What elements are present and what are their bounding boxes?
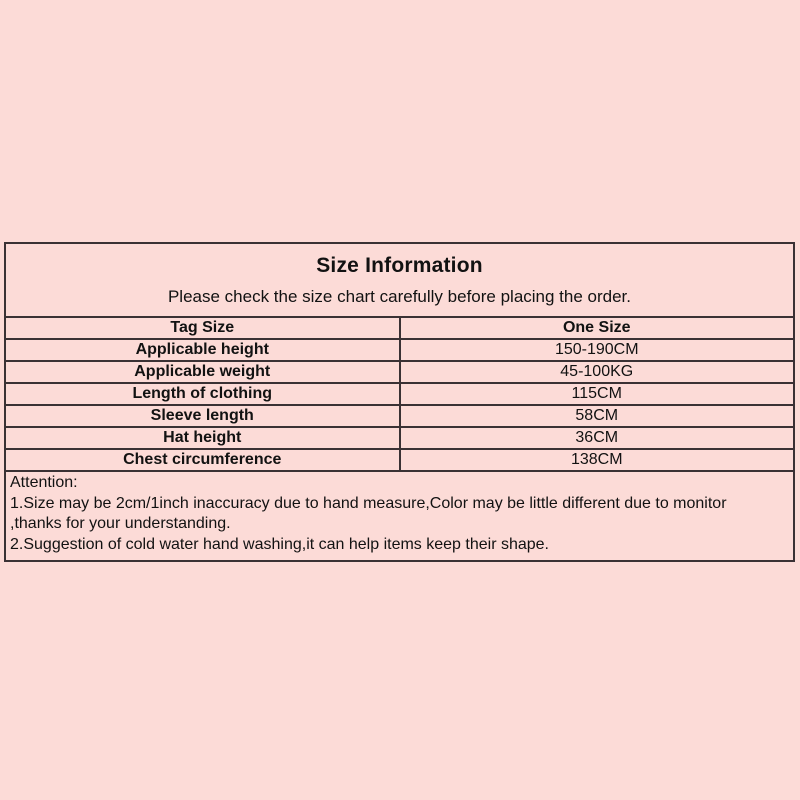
row-value-applicable-height: 150-190CM [400, 339, 795, 361]
panel-header [5, 243, 794, 317]
row-label-length-of-clothing: Length of clothing [5, 383, 400, 405]
row-label-chest-circumference: Chest circumference [5, 449, 400, 471]
column-header-tag-size: Tag Size [5, 317, 400, 339]
size-chart-subtitle: Please check the size chart carefully before placing the order. [167, 287, 632, 306]
row-value-hat-height: 36CM [400, 427, 795, 449]
attention-line: 2.Suggestion of cold water hand washing,it can help items keep their shape. [10, 535, 549, 553]
table-row [5, 405, 794, 427]
page-title: Size Information [316, 254, 483, 277]
attention-line: 1.Size may be 2cm/1inch inaccuracy due to hand measure,Color may be little different due to monitor [10, 494, 727, 512]
table-row [5, 361, 794, 383]
panel-header-row [5, 243, 794, 317]
attention-line: ,thanks for your understanding. [10, 515, 231, 532]
attention-heading: Attention: [10, 474, 78, 491]
row-label-hat-height: Hat height [5, 427, 400, 449]
table-row [5, 427, 794, 449]
size-info-panel [4, 242, 795, 562]
row-label-applicable-height: Applicable height [5, 339, 400, 361]
table-row [5, 383, 794, 405]
row-label-applicable-weight: Applicable weight [5, 361, 400, 383]
attention-note [5, 471, 794, 561]
column-header-one-size: One Size [400, 317, 795, 339]
row-value-applicable-weight: 45-100KG [400, 361, 795, 383]
row-label-sleeve-length: Sleeve length [5, 405, 400, 427]
table-header-row [5, 317, 794, 339]
row-value-sleeve-length: 58CM [400, 405, 795, 427]
attention-row [5, 471, 794, 561]
table-row [5, 339, 794, 361]
row-value-chest-circumference: 138CM [400, 449, 795, 471]
row-value-length-of-clothing: 115CM [400, 383, 795, 405]
table-row [5, 449, 794, 471]
